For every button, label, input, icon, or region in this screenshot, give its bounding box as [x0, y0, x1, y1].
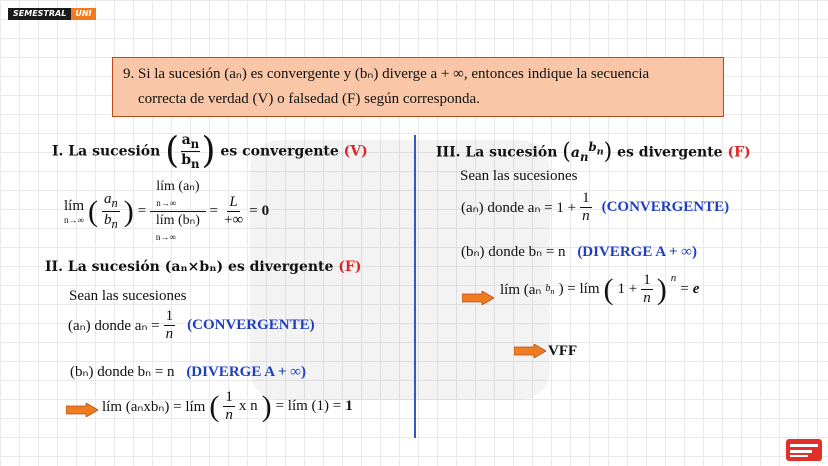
verdict-f-2: (F) — [338, 259, 362, 275]
result-zero: 0 — [261, 203, 270, 219]
semestral-badge — [8, 8, 96, 20]
section-2-heading: II. La sucesión (aₙ×bₙ) es divergente (F) — [45, 259, 362, 275]
verdict-v: (V) — [343, 143, 368, 160]
badge-uni: UNI — [71, 8, 95, 20]
section-2-intro: Sean las sucesiones — [69, 288, 187, 304]
arrow-right-icon — [66, 403, 98, 417]
section-3-b-line: (bₙ) donde bₙ = n (DIVERGE A + ∞) — [461, 244, 697, 260]
arrow-right-icon — [462, 291, 494, 305]
section-3-limit: lím (aₙ $b_n$ ) = lím ( 1 + $\frac{1}{n}$ ) $^n$ = e — [500, 272, 700, 306]
section-2-limit: lím (aₙxbₙ) = lím ( $\frac{1}{n}$ x n ) = lím (1) = 1 — [102, 389, 353, 423]
column-divider — [414, 135, 416, 438]
final-answer: VFF — [548, 343, 578, 359]
question-line-1: 9. Si la sucesión (aₙ) es convergente y (bₙ) diverge a + ∞, entonces indique la secuencia — [123, 66, 650, 82]
section-3-heading: III. La sucesión $(a_n^{b_n})$ es divergente (F) — [436, 139, 751, 165]
section-2-a-line: (aₙ) donde aₙ = $\frac{1}{n}$ (CONVERGENTE) — [68, 308, 315, 342]
cesar-vallejo-logo — [786, 439, 822, 461]
result-e: e — [692, 281, 700, 297]
question-line-2: correcta de verdad (V) o falsedad (F) según corresponda. — [138, 91, 480, 107]
result-one: 1 — [345, 398, 353, 414]
question-box — [112, 57, 724, 117]
arrow-right-icon — [514, 344, 546, 358]
verdict-f-3: (F) — [727, 144, 751, 161]
section-1-heading: I. La sucesión ( $\frac{a_n}{b_n}$ ) es convergente (V) — [52, 130, 368, 172]
section-2-b-line: (bₙ) donde bₙ = n (DIVERGE A + ∞) — [70, 364, 306, 380]
section-1-limit: lím n→∞ ( $\frac{a_n}{b_n}$ ) = lím (aₙ) n→∞ lím (bₙ) n→∞ = $\frac{L}{+\infty}$ = 0 — [64, 179, 270, 242]
section-3-intro: Sean las sucesiones — [460, 168, 578, 184]
section-3-a-line: (aₙ) donde aₙ = 1 + $\frac{1}{n}$ (CONVERGENTE) — [461, 190, 730, 224]
badge-semestral: SEMESTRAL — [8, 8, 71, 20]
